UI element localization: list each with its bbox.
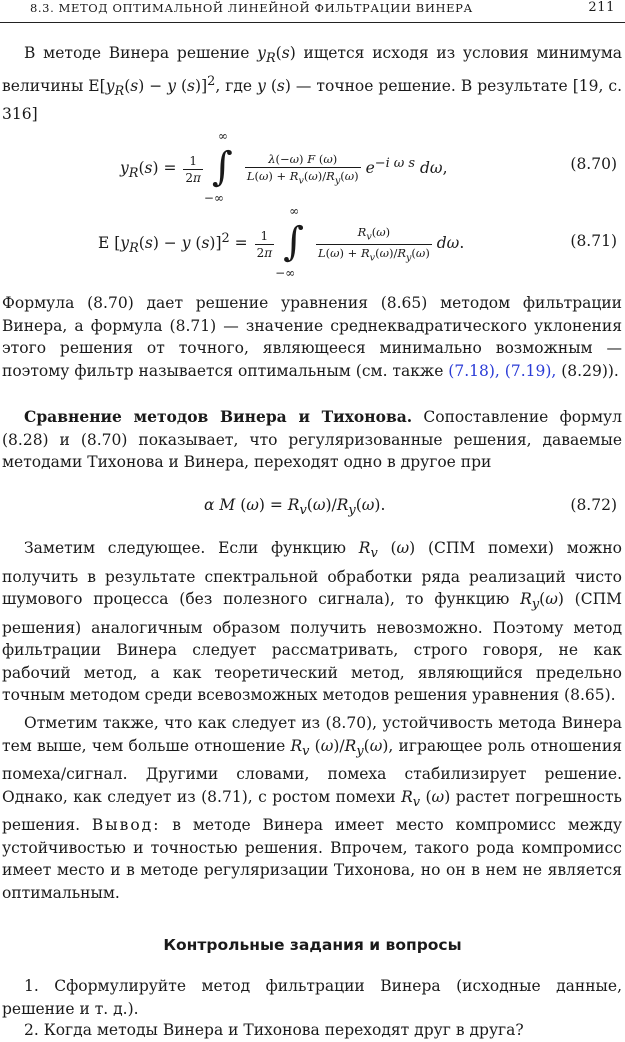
equation-8-71: E [$y_R(s) - y$ (s)]$^2$ = $\frac{1}{2\pi}$ ∞ ∫ −∞ $\frac{R_v(\omega)}{L(\omega) + R_v(\omega)/R_y(\omega)}$ dω. (8.71) — [98, 204, 617, 280]
question-item: 1. Сформулируйте метод фильтрации Винера (исходные данные, решение и т. д.). — [2, 977, 622, 1018]
equation-number: (8.71) — [570, 232, 617, 250]
equation-8-72: α M $(\omega) = R_v(\omega)/R_y(\omega)$. (8.72) — [204, 496, 617, 519]
equation-8-70: $y_R(s)$ = $\frac{1}{2\pi}$ ∞ ∫ −∞ $\frac{\lambda(-\omega) F (\omega)}{L(\omega) + R_v(\omega)/R_y(\omega)}$ $e^{-i \omega s}$ dω, (8.70) — [120, 129, 617, 205]
running-head — [0, 0, 625, 23]
equation-number: (8.72) — [570, 496, 617, 514]
paragraph-comparison: Сравнение методов Винера и Тихонова. Сопоставление формул (8.28) и (8.70) показывает, что регуляризованные решения, даваемые методами Тихонова и Винера, переходят одно в другое при — [2, 407, 622, 471]
equation-number: (8.70) — [570, 155, 617, 173]
paragraph-stability: Отметим также, что как следует из (8.70), устойчивость метода Винера тем выше, чем больше отношение $R_v$ $(\omega)/R_y(\omega)$, играющее роль отношения помеха/сигнал. Другими словами, помеха стабилизирует решение. Однако, как следует из (8.71), с ростом помехи $R_v$ (ω) растет погрешность решения. Вывод: в методе Винера имеет место компромисс между устойчивостью и точностью решения. Впрочем, такого рода компромисс имеет место и в методе регуляризации Тихонова, но он в нем не является оптимальным. — [2, 714, 622, 902]
questions-heading: Контрольные задания и вопросы — [163, 936, 462, 954]
question-item: 2. Когда методы Винера и Тихонова переходят друг в друга? — [24, 1021, 524, 1039]
intro-paragraph: В методе Винера решение $y_R(s)$ ищется исходя из условия минимума величины $E[y_R(s) - y$ (s)]$^2$, где y (s) — точное решение. В результате [19, с. 316] — [2, 44, 622, 124]
section-run-in-heading: Сравнение методов Винера и Тихонова. — [24, 407, 413, 426]
cross-reference-link[interactable]: (7.19), — [504, 361, 557, 380]
paragraph-formula-discussion: Формула (8.70) дает решение уравнения (8.65) методом фильтрации Винера, а формула (8.71) — значение среднеквадратического уклонения этого решения от точного, являющееся минимально возможным — поэтому фильтр называется оптимальным (см. также (7.18), (7.19), (8.29)). — [2, 294, 622, 380]
running-head-title: 8.3. МЕТОД ОПТИМАЛЬНОЙ ЛИНЕЙНОЙ ФИЛЬТРАЦИИ ВИНЕРА — [30, 1, 473, 15]
page-number: 211 — [588, 0, 615, 15]
cross-reference-link[interactable]: (7.18), — [448, 361, 500, 380]
paragraph-remark: Заметим следующее. Если функцию $R_v$ (ω) (СПМ помехи) можно получить в результате спектральной обработки ряда реализаций чисто шумового процесса (без полезного сигнала), то функцию $R_y(\omega)$ (СПМ решения) аналогичным образом получить невозможно. Поэтому метод фильтрации Винера следует рассматривать, строго говоря, не как рабочий метод, а как теоретический метод, являющийся предельно точным методом среди всевозможных методов решения уравнения (8.65). — [2, 539, 622, 705]
